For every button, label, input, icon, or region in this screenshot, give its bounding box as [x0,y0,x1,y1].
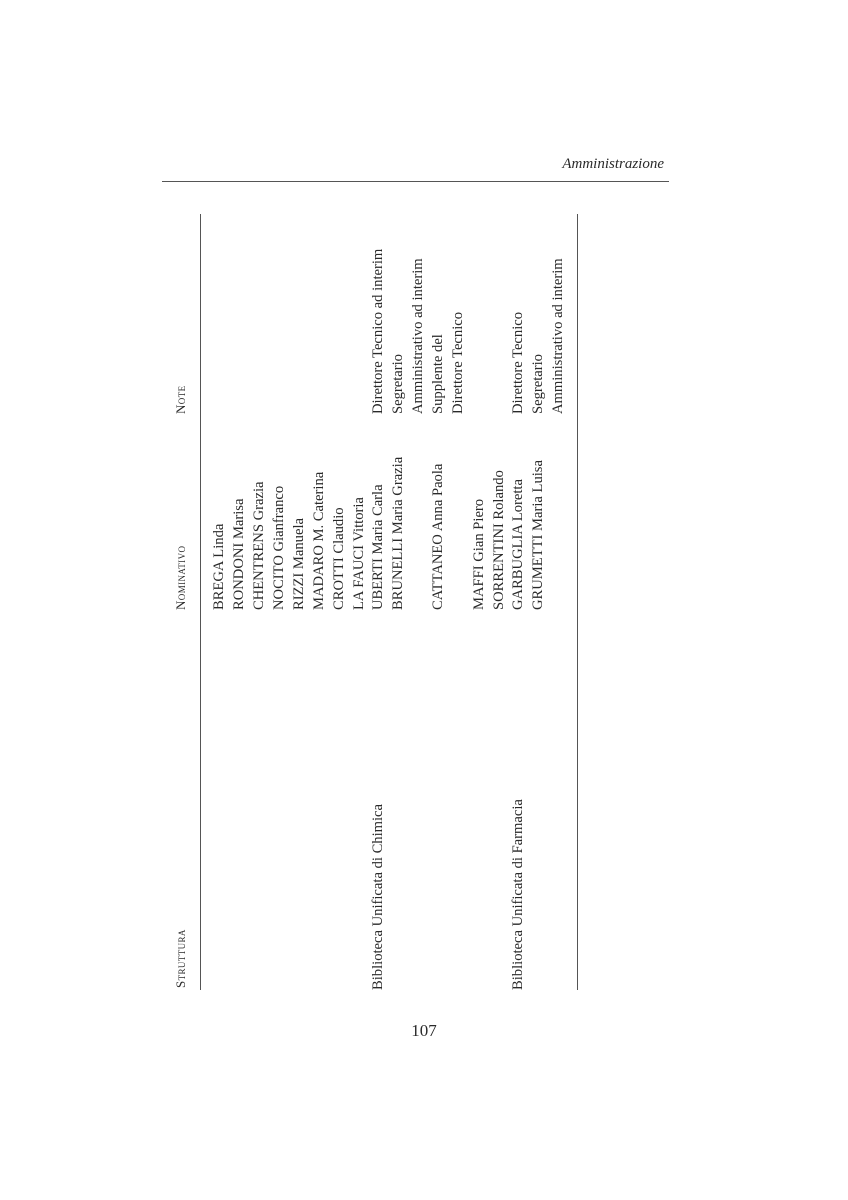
header-struttura: Struttura [173,929,188,988]
rotated-table [169,214,579,990]
table-landscape [169,214,579,990]
note-cell: Amministrativo ad interim [410,258,426,414]
nominativo-cell: RIZZI Manuela [291,518,307,610]
note-cell: Segretario [390,354,406,414]
nominativo-cell: GARBUGLIA Loretta [510,479,526,610]
page-number: 107 [411,1021,437,1040]
note-cell: Amministrativo ad interim [550,258,566,414]
nominativo-cell: GRUMETTI Maria Luisa [530,460,546,610]
nominativo-cell: UBERTI Maria Carla [370,484,386,610]
nominativo-cell: CROTTI Claudio [331,507,347,610]
note-cell: Direttore Tecnico [450,311,466,414]
note-cell: Supplente del [430,334,446,414]
nominativo-cell: NOCITO Gianfranco [271,485,287,610]
note-cell: Direttore Tecnico [510,311,526,414]
header-nominativo: Nominativo [173,545,188,610]
nominativo-cell: CATTANEO Anna Paola [430,463,446,610]
table-bottom-rule [577,214,578,990]
running-head: Amministrazione [562,156,664,172]
nominativo-cell: CHENTRENS Grazia [251,481,267,610]
header-note: Note [173,385,188,414]
note-cell: Direttore Tecnico ad interim [370,248,386,414]
nominativo-cell: MADARO M. Caterina [311,471,327,610]
nominativo-cell: SORRENTINI Rolando [491,470,507,610]
nominativo-cell: MAFFI Gian Piero [471,498,487,610]
struttura-cell: Biblioteca Unificata di Chimica [370,803,386,990]
nominativo-cell: BREGA Linda [211,523,227,610]
table-top-rule [200,214,201,990]
nominativo-cell: BRUNELLI Maria Grazia [390,456,406,610]
struttura-cell: Biblioteca Unificata di Farmacia [510,799,526,990]
nominativo-cell: RONDONI Marisa [231,498,247,610]
header-rule [162,181,669,182]
note-cell: Segretario [530,354,546,414]
nominativo-cell: LA FAUCI Vittoria [351,497,367,610]
